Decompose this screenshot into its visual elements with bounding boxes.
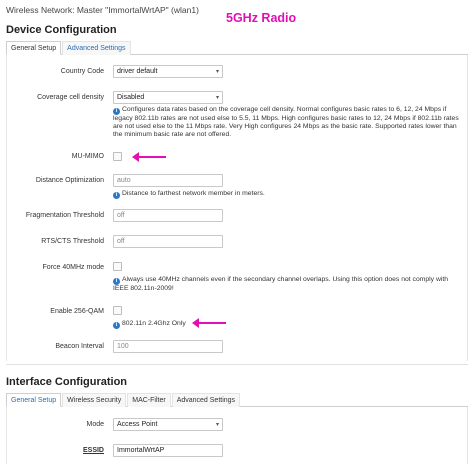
country-code-label: Country Code [60, 68, 104, 75]
distance-help: i Distance to farthest network member in meters. [113, 190, 463, 199]
coverage-label: Coverage cell density [37, 94, 104, 101]
tab-wireless-security[interactable]: Wireless Security [62, 393, 126, 407]
distance-input[interactable]: auto [113, 174, 223, 187]
qam256-help: i 802.11n 2.4Ghz Only [113, 320, 213, 329]
annotation-title: 5GHz Radio [226, 11, 297, 25]
arrow-left-icon [138, 156, 166, 158]
frag-input[interactable]: off [113, 209, 223, 222]
tab-mac-filter[interactable]: MAC-Filter [127, 393, 170, 407]
info-icon: i [113, 278, 120, 285]
chevron-down-icon: ▾ [215, 422, 219, 428]
mu-mimo-checkbox[interactable] [113, 152, 122, 161]
device-config-heading: Device Configuration [6, 24, 117, 36]
interface-config-panel [6, 407, 468, 464]
qam256-label: Enable 256-QAM [50, 308, 104, 315]
mode-label: Mode [86, 421, 104, 428]
mu-mimo-label: MU-MIMO [71, 153, 104, 160]
force40-label: Force 40MHz mode [42, 264, 104, 271]
chevron-down-icon: ▾ [215, 95, 219, 101]
beacon-label: Beacon Interval [55, 343, 104, 350]
info-icon: i [113, 322, 120, 329]
info-icon: i [113, 192, 120, 199]
essid-input[interactable]: ImmortalWrtAP [113, 444, 223, 457]
device-config-tabs [6, 41, 468, 55]
rts-input[interactable]: off [113, 235, 223, 248]
distance-label: Distance Optimization [35, 177, 104, 184]
tab-general-setup[interactable]: General Setup [6, 393, 61, 407]
interface-config-heading: Interface Configuration [6, 376, 128, 388]
force40-checkbox[interactable] [113, 262, 122, 271]
rts-label: RTS/CTS Threshold [41, 238, 104, 245]
coverage-help: i Configures data rates based on the coverage cell density. Normal configures basic rates to 6, 12, 24 Mbps if legacy 802.11b rates are not used else to 5.5, 11 Mbps. High configures basic rates to 12, 24 Mbps if 802.11b rates are not used else to the 11 Mbps rate. Very High configures 24 Mbps as the basic rate. Supported rates lower than the minimum basic rate are not offered. [113, 106, 459, 139]
mode-value: Access Point [117, 421, 158, 428]
coverage-select[interactable] [113, 91, 223, 104]
chevron-down-icon: ▾ [215, 69, 219, 75]
country-code-select[interactable] [113, 65, 223, 78]
interface-config-tabs [6, 393, 468, 407]
country-code-value: driver default [117, 68, 158, 75]
force40-help: i Always use 40MHz channels even if the secondary channel overlaps. Using this option does not comply with IEEE 802.11n-2009! [113, 276, 449, 292]
section-divider [6, 364, 468, 365]
mode-select[interactable] [113, 418, 223, 431]
tab-advanced-settings[interactable]: Advanced Settings [172, 393, 240, 407]
arrow-left-icon [198, 322, 226, 324]
frag-label: Fragmentation Threshold [25, 212, 104, 219]
qam256-checkbox[interactable] [113, 306, 122, 315]
coverage-value: Disabled [117, 94, 145, 101]
tab-general-setup[interactable]: General Setup [6, 41, 61, 55]
tab-advanced-settings[interactable]: Advanced Settings [62, 41, 130, 55]
beacon-input[interactable]: 100 [113, 340, 223, 353]
window-title: Wireless Network: Master "ImmortalWrtAP" (wlan1) [6, 5, 199, 15]
info-icon: i [113, 108, 120, 115]
essid-label: ESSID [82, 447, 104, 454]
